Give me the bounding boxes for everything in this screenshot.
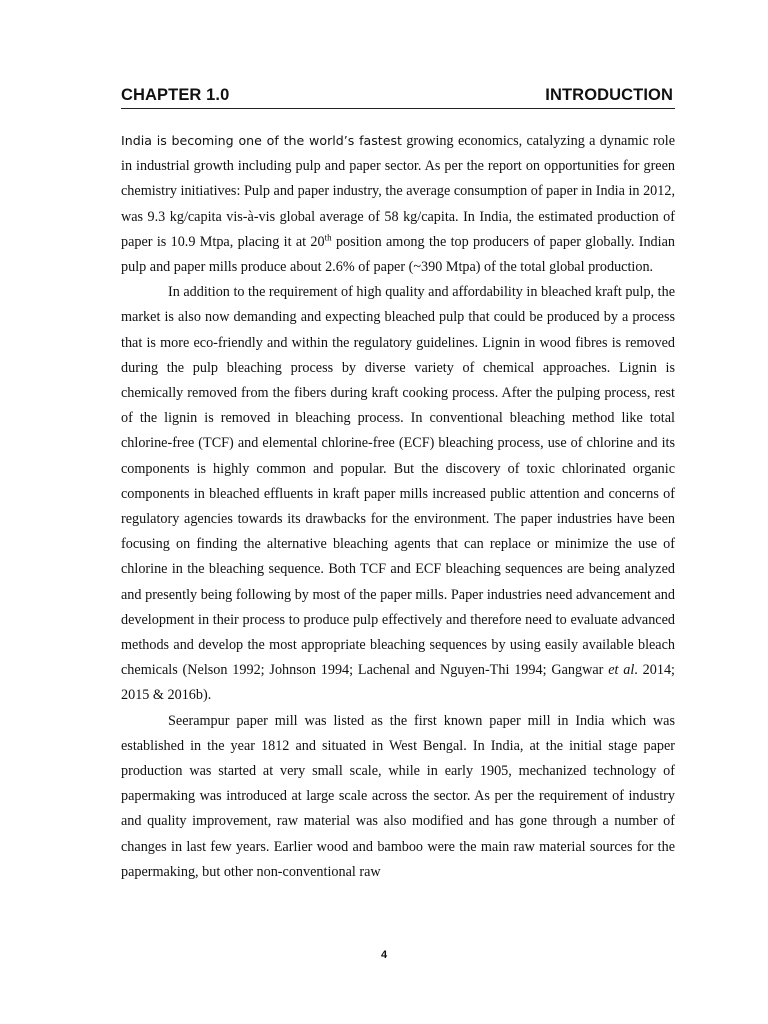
page-number: 4 [380,949,388,961]
body-text [121,128,675,885]
chapter-header [121,86,675,110]
paragraph-3-text: Seerampur paper mill was listed as the first known paper mill in India which was established in the year 1812 and situated in West Bengal. In India, at the initial stage paper production was started at very small scale, while in early 1905, mechanized technology of papermaking was introduced at large scale across the sector. As per the requirement of industry and quality improvement, raw material was also modified and has gone through a number of changes in last few years. Earlier wood and bamboo were the main raw material sources for the papermaking, but other non-conventional raw [121,712,675,880]
paragraph-3 [121,709,675,885]
paragraph-1-lead: India is becoming one of the world’s fastest [121,133,402,148]
chapter-label: CHAPTER 1.0 [121,86,230,104]
paragraph-1-text: growing economics, catalyzing a dynamic role in industrial growth including pulp and paper sector. As per the report on opportunities for green chemistry initiatives: Pulp and paper industry, the average consumption of paper in India in 2012, was 9.3 kg/capita vis-à-vis global average of 58 kg/capita. In India, the estimated production of paper is 10.9 Mtpa, placing it at 20 [121,133,676,250]
paragraph-2-tail: . 2014; 2015 & 2016b). [121,662,675,704]
header-rule [121,108,675,109]
paragraph-1-tail: position among the top producers of paper globally. Indian pulp and paper mills produce about 2.6% of paper (~390 Mtpa) of the total global production. [121,233,675,276]
paragraph-2 [121,280,675,708]
chapter-title: INTRODUCTION [545,86,673,104]
paragraph-2-text: In addition to the requirement of high quality and affordability in bleached kraft pulp, the market is also now demanding and expecting bleached pulp that could be produced by a process that is more eco-friendly and within the regulatory guidelines. Lignin in wood fibres is removed during the pulp bleaching process by diverse variety of chemical approaches. Lignin is chemically removed from the fibers during kraft cooking process. After the pulping process, rest of the lignin is removed in bleaching process. In conventional bleaching method like total chlorine-free (TCF) and elemental chlorine-free (ECF) bleaching process, use of chlorine and its components is highly common and popular. But the discovery of toxic chlorinated organic components in bleached effluents in kraft paper mills increased public attention and concerns of regulatory agencies towards its drawbacks for the environment. The paper industries have been focusing on finding the alternative bleaching agents that can replace or minimize the use of chlorine in the bleaching sequence. Both TCF and ECF bleaching sequences are being analyzed and presently being following by most of the paper mills. Paper industries need advancement and development in their process to produce pulp effectively and therefore need to evaluate advanced methods and develop the most appropriate bleaching sequences by using easily available bleach chemicals (Nelson 1992; Johnson 1994; Lachenal and Nguyen-Thi 1994; Gangwar [121,284,675,679]
paragraph-1 [121,128,675,280]
paragraph-2-italic: et al [608,662,635,679]
ordinal-suffix: th [324,232,332,243]
